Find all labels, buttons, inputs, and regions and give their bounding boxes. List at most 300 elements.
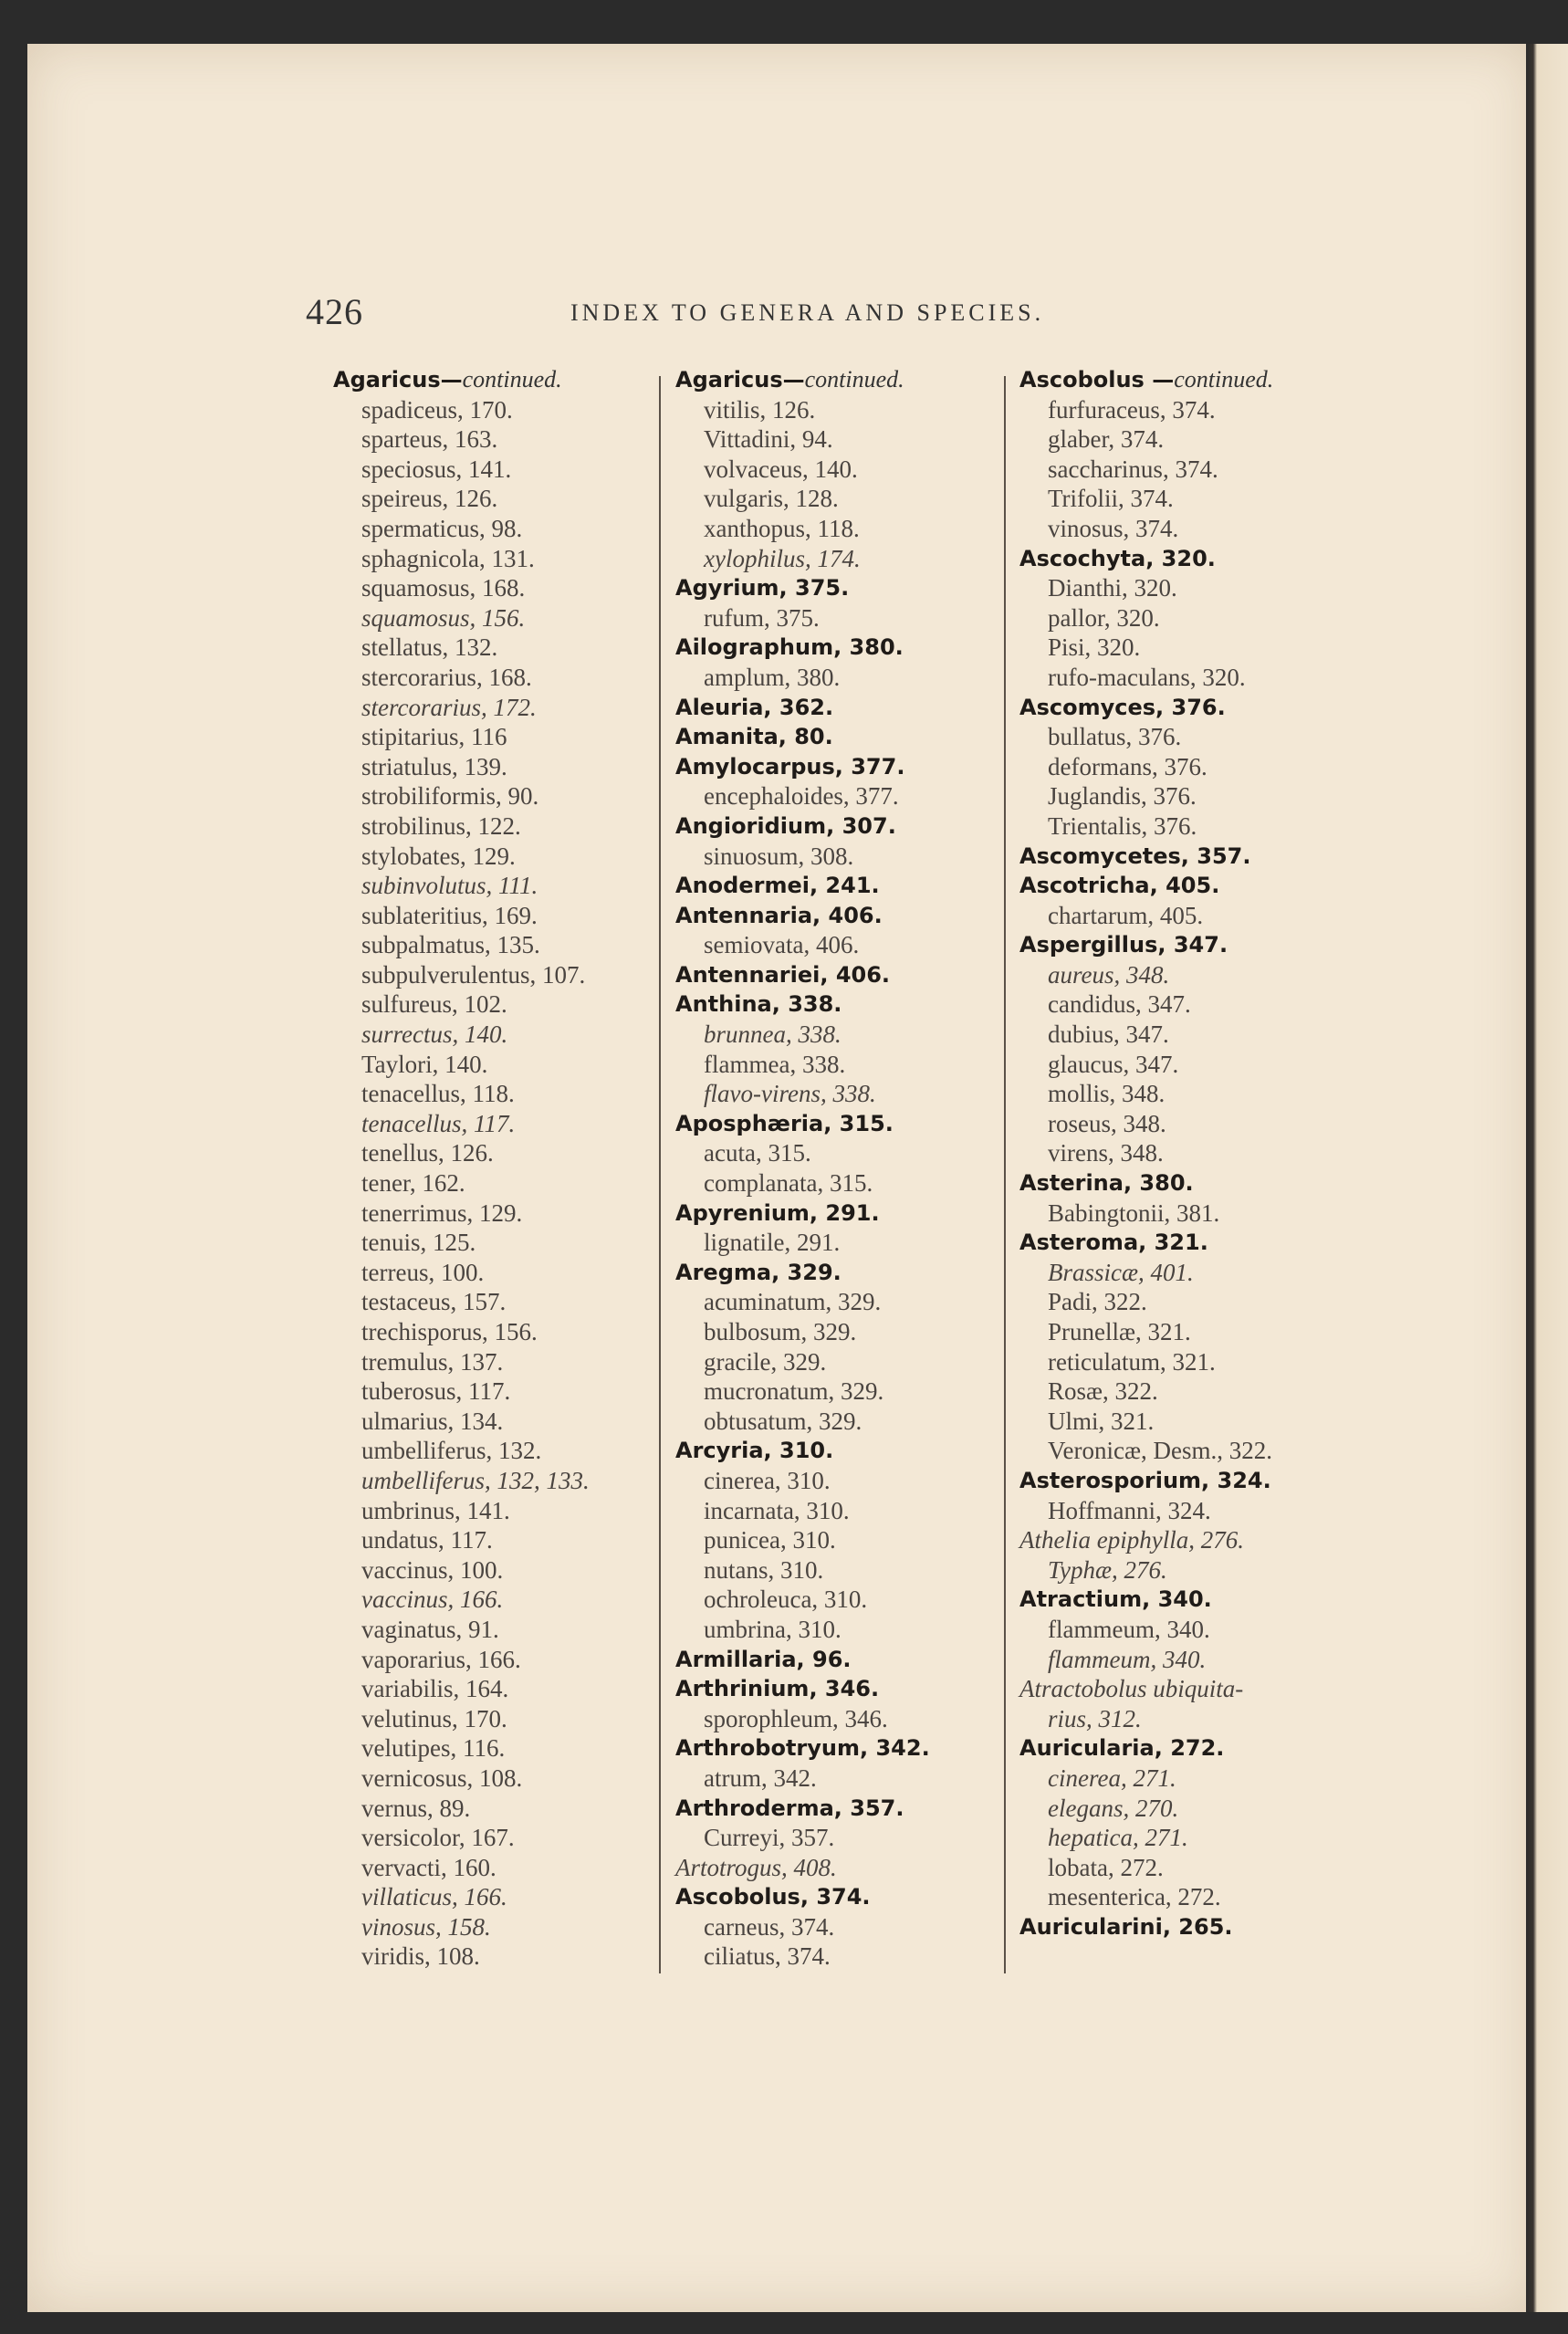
entry-text: Trientalis, 376. xyxy=(1048,811,1197,840)
index-species-entry xyxy=(333,901,662,931)
entry-text: Aleuria, 362. xyxy=(675,694,834,720)
index-genus-entry xyxy=(675,901,1015,931)
entry-text: lignatile, 291. xyxy=(704,1229,841,1257)
entry-text: chartarum, 405. xyxy=(1048,901,1204,929)
entry-text: sphagnicola, 131. xyxy=(361,544,535,572)
index-genus-entry xyxy=(675,1436,1015,1466)
page-edge xyxy=(1526,44,1568,2312)
index-species-entry xyxy=(1019,633,1366,663)
index-genus-entry xyxy=(1019,1228,1366,1258)
entry-text: subpalmatus, 135. xyxy=(361,931,540,959)
index-species-entry xyxy=(333,930,662,960)
index-genus-entry xyxy=(333,365,662,395)
entry-text: umbelliferus, 132. xyxy=(361,1437,542,1465)
entry-text: vaccinus, 166. xyxy=(361,1586,504,1614)
index-species-entry xyxy=(675,1079,1015,1109)
index-species-entry xyxy=(333,1525,662,1555)
index-species-entry xyxy=(675,1496,1015,1526)
index-species-entry xyxy=(333,1764,662,1794)
entry-text: vervacti, 160. xyxy=(361,1853,497,1881)
index-species-entry xyxy=(333,842,662,872)
entry-text: Aregma, 329. xyxy=(675,1259,841,1285)
index-genus-entry xyxy=(675,960,1015,990)
entry-text: Arthrobotryum, 342. xyxy=(675,1735,930,1762)
entry-text: Trifolii, 374. xyxy=(1048,485,1174,513)
index-species-entry xyxy=(1019,1853,1366,1883)
index-species-entry xyxy=(1019,901,1366,931)
index-species-entry xyxy=(1019,1020,1366,1050)
header-title: INDEX TO GENERA AND SPECIES. xyxy=(570,299,1045,326)
index-species-entry xyxy=(333,1794,662,1824)
index-species-entry xyxy=(675,1615,1015,1645)
entry-text: testaceus, 157. xyxy=(361,1288,507,1316)
index-genus-entry xyxy=(675,633,1015,663)
index-species-entry xyxy=(1019,781,1366,811)
entry-text: xylophilus, 174. xyxy=(704,544,861,572)
index-species-entry xyxy=(1019,514,1366,544)
entry-text: stercorarius, 168. xyxy=(361,663,532,691)
index-genus-entry xyxy=(1019,1585,1366,1615)
index-species-entry xyxy=(333,1436,662,1466)
index-species-entry xyxy=(675,1912,1015,1942)
entry-text: stylobates, 129. xyxy=(361,842,516,870)
index-species-entry xyxy=(675,395,1015,425)
entry-text: brunnea, 338. xyxy=(704,1020,841,1049)
index-species-entry xyxy=(1019,1198,1366,1229)
index-species-entry xyxy=(333,1733,662,1764)
entry-text: Anthina, 338. xyxy=(675,991,842,1018)
index-species-entry xyxy=(1019,1407,1366,1437)
index-species-entry xyxy=(333,1674,662,1704)
entry-text: vinosus, 158. xyxy=(361,1912,491,1941)
index-species-entry xyxy=(333,455,662,485)
entry-text: cinerea, 310. xyxy=(704,1466,831,1494)
entry-text: acuminatum, 329. xyxy=(704,1288,882,1316)
index-species-entry xyxy=(1019,989,1366,1020)
entry-text: Arthrinium, 346. xyxy=(675,1676,880,1702)
index-species-entry xyxy=(333,1079,662,1109)
entry-text: Veronicæ, Desm., 322. xyxy=(1048,1437,1272,1465)
entry-text: Atractium, 340. xyxy=(1019,1586,1212,1613)
entry-text: viridis, 108. xyxy=(361,1942,480,1971)
entry-text: tenellus, 126. xyxy=(361,1139,494,1167)
entry-text: trechisporus, 156. xyxy=(361,1318,538,1345)
entry-text: stipitarius, 116 xyxy=(361,723,507,751)
index-species-entry xyxy=(675,1287,1015,1317)
entry-text: tenerrimus, 129. xyxy=(361,1198,523,1227)
index-species-entry xyxy=(675,1376,1015,1407)
entry-text: ochroleuca, 310. xyxy=(704,1586,868,1614)
entry-text: obtusatum, 329. xyxy=(704,1407,862,1435)
entry-text: speireus, 126. xyxy=(361,485,498,513)
entry-text: Curreyi, 357. xyxy=(704,1824,835,1852)
index-genus-entry xyxy=(1019,842,1366,872)
index-species-entry xyxy=(333,1407,662,1437)
entry-text: vernicosus, 108. xyxy=(361,1764,523,1792)
index-species-entry xyxy=(333,514,662,544)
index-species-entry xyxy=(675,1764,1015,1794)
entry-text: Dianthi, 320. xyxy=(1048,574,1177,602)
entry-text: tenacellus, 117. xyxy=(361,1109,516,1137)
index-species-entry xyxy=(1019,1555,1366,1586)
entry-text: striatulus, 139. xyxy=(361,752,507,780)
index-species-entry xyxy=(1019,663,1366,693)
entry-text: rius, 312. xyxy=(1048,1704,1142,1732)
index-genus-entry xyxy=(675,1258,1015,1288)
entry-text: amplum, 380. xyxy=(704,663,841,691)
index-species-entry xyxy=(333,1198,662,1229)
index-species-entry xyxy=(1019,1704,1366,1734)
entry-text: Ascotricha, 405. xyxy=(1019,873,1220,899)
entry-text: Atractobolus ubiquita- xyxy=(1019,1675,1244,1703)
index-species-entry xyxy=(333,1168,662,1198)
entry-text: velutipes, 116. xyxy=(361,1734,506,1763)
entry-text: tuberosus, 117. xyxy=(361,1377,511,1406)
index-species-entry xyxy=(675,1347,1015,1377)
entry-text: flammea, 338. xyxy=(704,1050,846,1078)
entry-text: surrectus, 140. xyxy=(361,1020,508,1049)
entry-text: incarnata, 310. xyxy=(704,1496,850,1524)
entry-text: sublateritius, 169. xyxy=(361,901,538,929)
index-species-entry xyxy=(333,1853,662,1883)
index-species-entry xyxy=(675,1555,1015,1586)
entry-text: sinuosum, 308. xyxy=(704,842,854,870)
entry-text: Agyrium, 375. xyxy=(675,575,850,602)
entry-text: lobata, 272. xyxy=(1048,1853,1164,1881)
entry-text: Rosæ, 322. xyxy=(1048,1377,1158,1406)
index-species-entry xyxy=(333,1317,662,1347)
index-genus-entry xyxy=(675,1733,1015,1764)
index-species-entry xyxy=(1019,1050,1366,1080)
index-species-entry xyxy=(1019,1525,1366,1555)
entry-text: candidus, 347. xyxy=(1048,990,1191,1019)
index-species-entry xyxy=(333,633,662,663)
index-species-entry xyxy=(675,1050,1015,1080)
index-species-entry xyxy=(1019,1436,1366,1466)
index-species-entry xyxy=(333,1020,662,1050)
index-column-2 xyxy=(675,365,1015,1972)
index-species-entry xyxy=(675,1942,1015,1972)
entry-text: reticulatum, 321. xyxy=(1048,1347,1216,1376)
entry-text: subinvolutus, 111. xyxy=(361,872,538,900)
entry-text: umbelliferus, 132, 133. xyxy=(361,1466,590,1494)
entry-text: mesenterica, 272. xyxy=(1048,1883,1221,1911)
index-species-entry xyxy=(333,484,662,514)
index-species-entry xyxy=(1019,1287,1366,1317)
entry-text: bullatus, 376. xyxy=(1048,723,1182,751)
index-genus-entry xyxy=(1019,544,1366,574)
entry-text: volvaceus, 140. xyxy=(704,455,858,483)
entry-text: Anodermei, 241. xyxy=(675,873,880,899)
entry-text: cinerea, 271. xyxy=(1048,1764,1176,1792)
index-species-entry xyxy=(333,1882,662,1912)
index-species-entry xyxy=(333,1823,662,1853)
index-species-entry xyxy=(675,1168,1015,1198)
entry-text: Ailographum, 380. xyxy=(675,634,904,661)
index-species-entry xyxy=(1019,1615,1366,1645)
entry-text: tener, 162. xyxy=(361,1169,465,1198)
index-species-entry xyxy=(333,1942,662,1972)
index-species-entry xyxy=(675,663,1015,693)
entry-text: Agaricus— xyxy=(675,367,805,392)
index-species-entry xyxy=(333,1912,662,1942)
entry-text: xanthopus, 118. xyxy=(704,514,860,542)
entry-text: stellatus, 132. xyxy=(361,633,498,662)
entry-text: versicolor, 167. xyxy=(361,1824,515,1852)
index-genus-entry xyxy=(675,693,1015,723)
entry-text: vinosus, 374. xyxy=(1048,514,1179,542)
entry-text: vulgaris, 128. xyxy=(704,485,839,513)
index-species-entry xyxy=(675,1585,1015,1615)
index-species-entry xyxy=(333,1287,662,1317)
index-species-entry xyxy=(333,1228,662,1258)
index-species-entry xyxy=(333,1615,662,1645)
running-head xyxy=(306,290,1155,332)
index-species-entry xyxy=(675,1138,1015,1168)
index-species-entry xyxy=(675,544,1015,574)
entry-text: terreus, 100. xyxy=(361,1258,485,1286)
index-genus-entry xyxy=(675,1109,1015,1139)
entry-text: flammeum, 340. xyxy=(1048,1615,1210,1643)
entry-text: stercorarius, 172. xyxy=(361,693,537,721)
entry-text: undatus, 117. xyxy=(361,1526,493,1554)
index-species-entry xyxy=(1019,722,1366,752)
index-species-entry xyxy=(1019,1645,1366,1675)
entry-text: Apyrenium, 291. xyxy=(675,1199,880,1226)
entry-text: dubius, 347. xyxy=(1048,1020,1169,1049)
index-column-3 xyxy=(1019,365,1366,1942)
entry-text: Agaricus— xyxy=(333,367,463,392)
index-species-entry xyxy=(675,1823,1015,1853)
index-species-entry xyxy=(675,1020,1015,1050)
entry-text: tenacellus, 118. xyxy=(361,1080,515,1108)
entry-text: Pisi, 320. xyxy=(1048,633,1141,662)
entry-text: sulfureus, 102. xyxy=(361,990,507,1019)
entry-text: roseus, 348. xyxy=(1048,1109,1166,1137)
index-species-entry xyxy=(675,1407,1015,1437)
index-species-entry xyxy=(1019,1079,1366,1109)
entry-text: vaccinus, 100. xyxy=(361,1555,504,1584)
entry-text: mollis, 348. xyxy=(1048,1080,1166,1108)
entry-text: Asterina, 380. xyxy=(1019,1170,1194,1197)
index-species-entry xyxy=(333,424,662,455)
index-species-entry xyxy=(333,1466,662,1496)
entry-text: Athelia epiphylla, 276. xyxy=(1019,1526,1244,1554)
entry-text: Artotrogus, 408. xyxy=(675,1853,837,1881)
entry-text: Juglandis, 376. xyxy=(1048,782,1197,811)
entry-text: Antennariei, 406. xyxy=(675,961,891,988)
entry-text: Ascomyces, 376. xyxy=(1019,694,1226,720)
index-species-entry xyxy=(333,781,662,811)
entry-text: strobiliformis, 90. xyxy=(361,782,539,811)
index-genus-entry xyxy=(1019,1466,1366,1496)
index-species-entry xyxy=(333,663,662,693)
entry-text: nutans, 310. xyxy=(704,1555,824,1584)
index-genus-entry xyxy=(1019,693,1366,723)
index-genus-entry xyxy=(1019,871,1366,901)
index-species-entry xyxy=(1019,811,1366,842)
index-species-entry xyxy=(1019,1823,1366,1853)
index-species-entry xyxy=(333,1258,662,1288)
entry-text: aureus, 348. xyxy=(1048,960,1170,989)
entry-text: sparteus, 163. xyxy=(361,425,498,454)
index-genus-entry xyxy=(675,989,1015,1020)
index-species-entry xyxy=(1019,603,1366,633)
index-species-entry xyxy=(333,989,662,1020)
index-species-entry xyxy=(1019,455,1366,485)
index-species-entry xyxy=(1019,1347,1366,1377)
index-species-entry xyxy=(1019,960,1366,990)
entry-text: Brassicæ, 401. xyxy=(1048,1258,1194,1286)
index-species-entry xyxy=(333,811,662,842)
entry-text: Auricularini, 265. xyxy=(1019,1913,1233,1940)
index-species-entry xyxy=(333,603,662,633)
index-genus-entry xyxy=(675,811,1015,842)
index-species-entry xyxy=(1019,1376,1366,1407)
entry-text: pallor, 320. xyxy=(1048,603,1160,632)
entry-text: glaucus, 347. xyxy=(1048,1050,1179,1078)
entry-text: Antennaria, 406. xyxy=(675,902,883,928)
entry-text: Angioridium, 307. xyxy=(675,812,896,839)
index-column-1 xyxy=(333,365,662,1972)
entry-text: gracile, 329. xyxy=(704,1347,827,1376)
entry-text: glaber, 374. xyxy=(1048,425,1165,454)
entry-text: speciosus, 141. xyxy=(361,455,512,483)
entry-text: encephaloides, 377. xyxy=(704,782,899,811)
index-species-entry xyxy=(333,1109,662,1139)
entry-text: Arthroderma, 357. xyxy=(675,1795,904,1821)
index-species-entry xyxy=(1019,752,1366,782)
entry-text: Ascobolus — xyxy=(1019,367,1175,392)
index-genus-entry xyxy=(675,1882,1015,1912)
index-species-entry xyxy=(1019,1674,1366,1704)
index-species-entry xyxy=(333,573,662,603)
entry-text: Asterosporium, 324. xyxy=(1019,1467,1271,1493)
index-species-entry xyxy=(675,603,1015,633)
entry-text: Amanita, 80. xyxy=(675,724,833,750)
entry-text: rufo-maculans, 320. xyxy=(1048,663,1246,691)
entry-text: Typhæ, 276. xyxy=(1048,1555,1167,1584)
entry-text: sporophleum, 346. xyxy=(704,1704,888,1732)
entry-text: punicea, 310. xyxy=(704,1526,836,1554)
entry-text: ulmarius, 134. xyxy=(361,1407,504,1435)
entry-text: semiovata, 406. xyxy=(704,931,860,959)
index-species-entry xyxy=(675,842,1015,872)
entry-text: Ascobolus, 374. xyxy=(675,1884,871,1910)
index-species-entry xyxy=(1019,1882,1366,1912)
index-species-entry xyxy=(1019,484,1366,514)
index-species-entry xyxy=(333,871,662,901)
index-species-entry xyxy=(675,1317,1015,1347)
index-species-entry xyxy=(675,781,1015,811)
entry-text: rufum, 375. xyxy=(704,603,820,632)
entry-text: Taylori, 140. xyxy=(361,1050,488,1078)
entry-text: Vittadini, 94. xyxy=(704,425,833,454)
index-species-entry xyxy=(675,1704,1015,1734)
index-species-entry xyxy=(1019,1764,1366,1794)
entry-text: complanata, 315. xyxy=(704,1169,873,1198)
index-species-entry xyxy=(1019,1109,1366,1139)
index-species-entry xyxy=(333,752,662,782)
entry-text: Prunellæ, 321. xyxy=(1048,1318,1191,1345)
index-species-entry xyxy=(333,1585,662,1615)
entry-text: bulbosum, 329. xyxy=(704,1318,857,1345)
entry-text: Amylocarpus, 377. xyxy=(675,753,905,780)
index-species-entry xyxy=(675,1228,1015,1258)
index-genus-entry xyxy=(675,722,1015,752)
index-genus-entry xyxy=(675,573,1015,603)
index-species-entry xyxy=(1019,1258,1366,1288)
index-species-entry xyxy=(333,1376,662,1407)
entry-text: Babingtonii, 381. xyxy=(1048,1198,1220,1227)
index-species-entry xyxy=(675,455,1015,485)
index-species-entry xyxy=(333,1645,662,1675)
entry-text: vernus, 89. xyxy=(361,1794,471,1822)
entry-text: Aspergillus, 347. xyxy=(1019,932,1228,958)
entry-text: saccharinus, 374. xyxy=(1048,455,1218,483)
entry-text: vaporarius, 166. xyxy=(361,1645,521,1673)
index-species-entry xyxy=(333,1347,662,1377)
index-genus-entry xyxy=(1019,1168,1366,1198)
index-genus-entry xyxy=(675,365,1015,395)
entry-text: Ascomycetes, 357. xyxy=(1019,843,1251,869)
index-genus-entry xyxy=(1019,930,1366,960)
entry-text: tremulus, 137. xyxy=(361,1347,504,1376)
index-species-entry xyxy=(333,1050,662,1080)
entry-text: deformans, 376. xyxy=(1048,752,1207,780)
entry-text: elegans, 270. xyxy=(1048,1794,1179,1822)
index-species-entry xyxy=(333,693,662,723)
entry-text: atrum, 342. xyxy=(704,1764,817,1792)
index-genus-entry xyxy=(675,1645,1015,1675)
index-species-entry xyxy=(1019,395,1366,425)
entry-text: Hoffmanni, 324. xyxy=(1048,1496,1211,1524)
entry-text: flavo-virens, 338. xyxy=(704,1080,876,1108)
entry-text: spadiceus, 170. xyxy=(361,395,513,424)
index-species-entry xyxy=(1019,1138,1366,1168)
index-genus-entry xyxy=(675,1674,1015,1704)
entry-text: villaticus, 166. xyxy=(361,1883,507,1911)
index-species-entry xyxy=(675,514,1015,544)
index-species-entry xyxy=(333,1496,662,1526)
index-species-entry xyxy=(1019,573,1366,603)
index-genus-entry xyxy=(675,752,1015,782)
index-species-entry xyxy=(675,1466,1015,1496)
index-genus-entry xyxy=(675,871,1015,901)
index-species-entry xyxy=(333,722,662,752)
entry-text: squamosus, 168. xyxy=(361,574,526,602)
entry-text: Ascochyta, 320. xyxy=(1019,545,1216,571)
index-species-entry xyxy=(1019,424,1366,455)
continued-label: continued. xyxy=(804,366,904,392)
index-species-entry xyxy=(675,424,1015,455)
entry-text: mucronatum, 329. xyxy=(704,1377,884,1406)
entry-text: umbrinus, 141. xyxy=(361,1496,510,1524)
continued-label: continued. xyxy=(462,366,562,392)
entry-text: umbrina, 310. xyxy=(704,1615,841,1643)
page-number: 426 xyxy=(306,291,363,332)
index-species-entry xyxy=(333,1138,662,1168)
index-species-entry xyxy=(675,484,1015,514)
entry-text: variabilis, 164. xyxy=(361,1675,509,1703)
entry-text: virens, 348. xyxy=(1048,1139,1164,1167)
entry-text: strobilinus, 122. xyxy=(361,811,521,840)
index-species-entry xyxy=(333,544,662,574)
entry-text: ciliatus, 374. xyxy=(704,1942,831,1971)
entry-text: furfuraceus, 374. xyxy=(1048,395,1216,424)
entry-text: Ulmi, 321. xyxy=(1048,1407,1155,1435)
entry-text: Asteroma, 321. xyxy=(1019,1230,1208,1256)
